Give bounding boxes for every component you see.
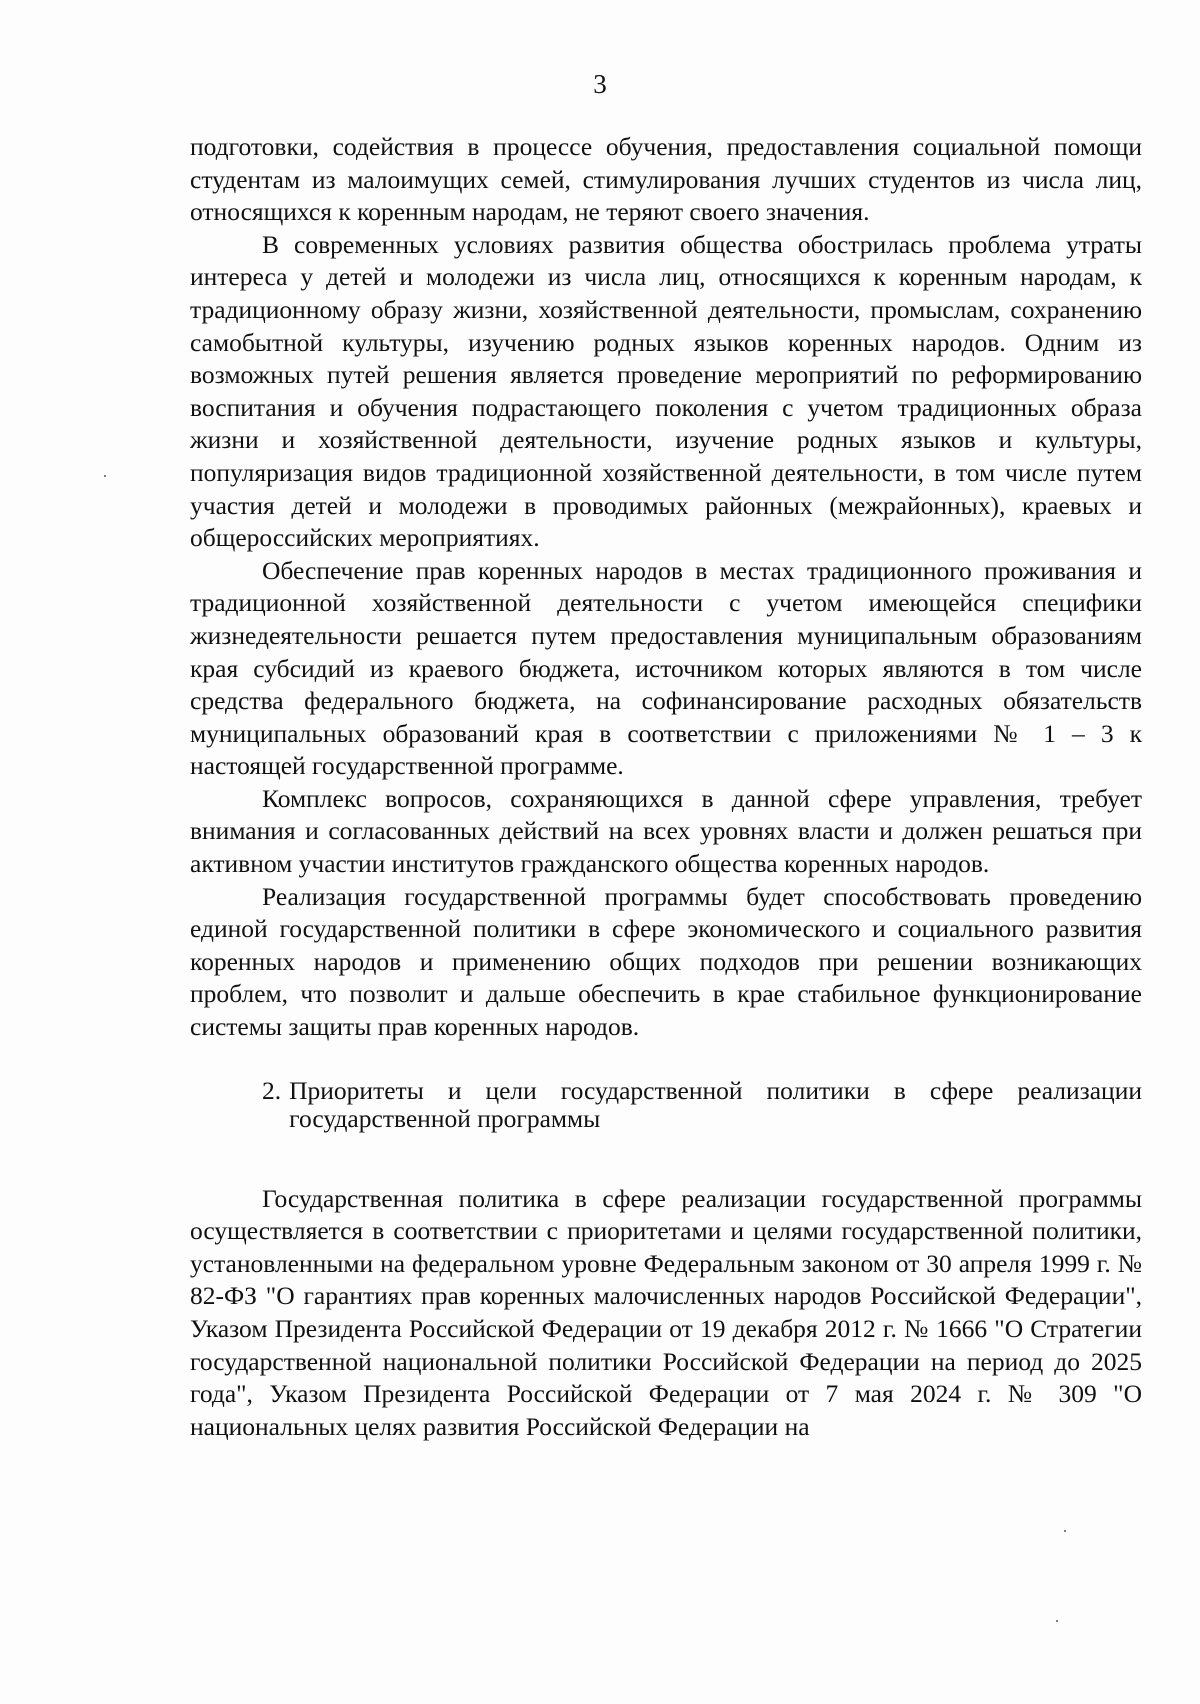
page-number: 3 — [593, 69, 607, 99]
scan-speck — [1056, 1620, 1058, 1622]
document-body — [190, 131, 1142, 1443]
section-number: 2. — [262, 1075, 282, 1105]
section-heading — [262, 1077, 1142, 1133]
paragraph-complex-issues: Комплекс вопросов, сохраняющихся в данной сфере управления, требует внимания и согласованных действий на всех уровнях власти и должен решаться при активном участии институтов гражданского общества коренных народов. — [190, 783, 1142, 879]
scan-speck — [1064, 1530, 1066, 1532]
section-title: Приоритеты и цели государственной политики в сфере реализации государственной программы — [289, 1075, 1142, 1133]
paragraph-indigenous-youth: В современных условиях развития общества обострилась проблема утраты интереса у детей и молодежи из числа лиц, относящихся к коренным народам, к традиционному образу жизни, хозяйственной деятельности, промыслам, сохранению самобытной культуры, изучению родных языков коренных народов. Одним из возможных путей решения является проведение мероприятий по реформированию воспитания и обучения подрастающего поколения с учетом традиционных образа жизни и хозяйственной деятельности, изучение родных языков и культуры, популяризация видов традиционной хозяйственной деятельности, в том числе путем участия детей и молодежи в проводимых районных (межрайонных), краевых и общероссийских мероприятиях. — [190, 229, 1142, 553]
paragraph-rights-subsidies: Обеспечение прав коренных народов в местах традиционного проживания и традиционной хозяйственной деятельности с учетом имеющейся специфики жизнедеятельности решается путем предоставления муниципальным образованиям края субсидий из краевого бюджета, источником которых являются в том числе средства федерального бюджета, на софинансирование расходных обязательств муниципальных образований края в соответствии с приложениями № 1 – 3 к настоящей государственной программе. — [190, 555, 1142, 781]
paragraph-continuation: подготовки, содействия в процессе обучения, предоставления социальной помощи студентам из малоимущих семей, стимулирования лучших студентов из числа лиц, относящихся к коренным народам, не теряют своего значения. — [190, 132, 1142, 227]
paragraph-program-implementation: Реализация государственной программы будет способствовать проведению единой государственной политики в сфере экономического и социального развития коренных народов и применению общих подходов при решении возникающих проблем, что позволит и дальше обеспечить в крае стабильное функционирование системы защиты прав коренных народов. — [190, 881, 1142, 1042]
paragraph-state-policy: Государственная политика в сфере реализации государственной программы осуществляется в соответствии с приоритетами и целями государственной политики, установленными на федеральном уровне Федеральным законом от 30 апреля 1999 г. № 82-ФЗ "О гарантиях прав коренных малочисленных народов Российской Федерации", Указом Президента Российской Федерации от 19 декабря 2012 г. № 1666 "О Стратегии государственной национальной политики Российской Федерации на период до 2025 года", Указом Президента Российской Федерации от 7 мая 2024 г. № 309 "О национальных целях развития Российской Федерации на — [190, 1183, 1142, 1441]
scan-speck — [104, 475, 106, 477]
